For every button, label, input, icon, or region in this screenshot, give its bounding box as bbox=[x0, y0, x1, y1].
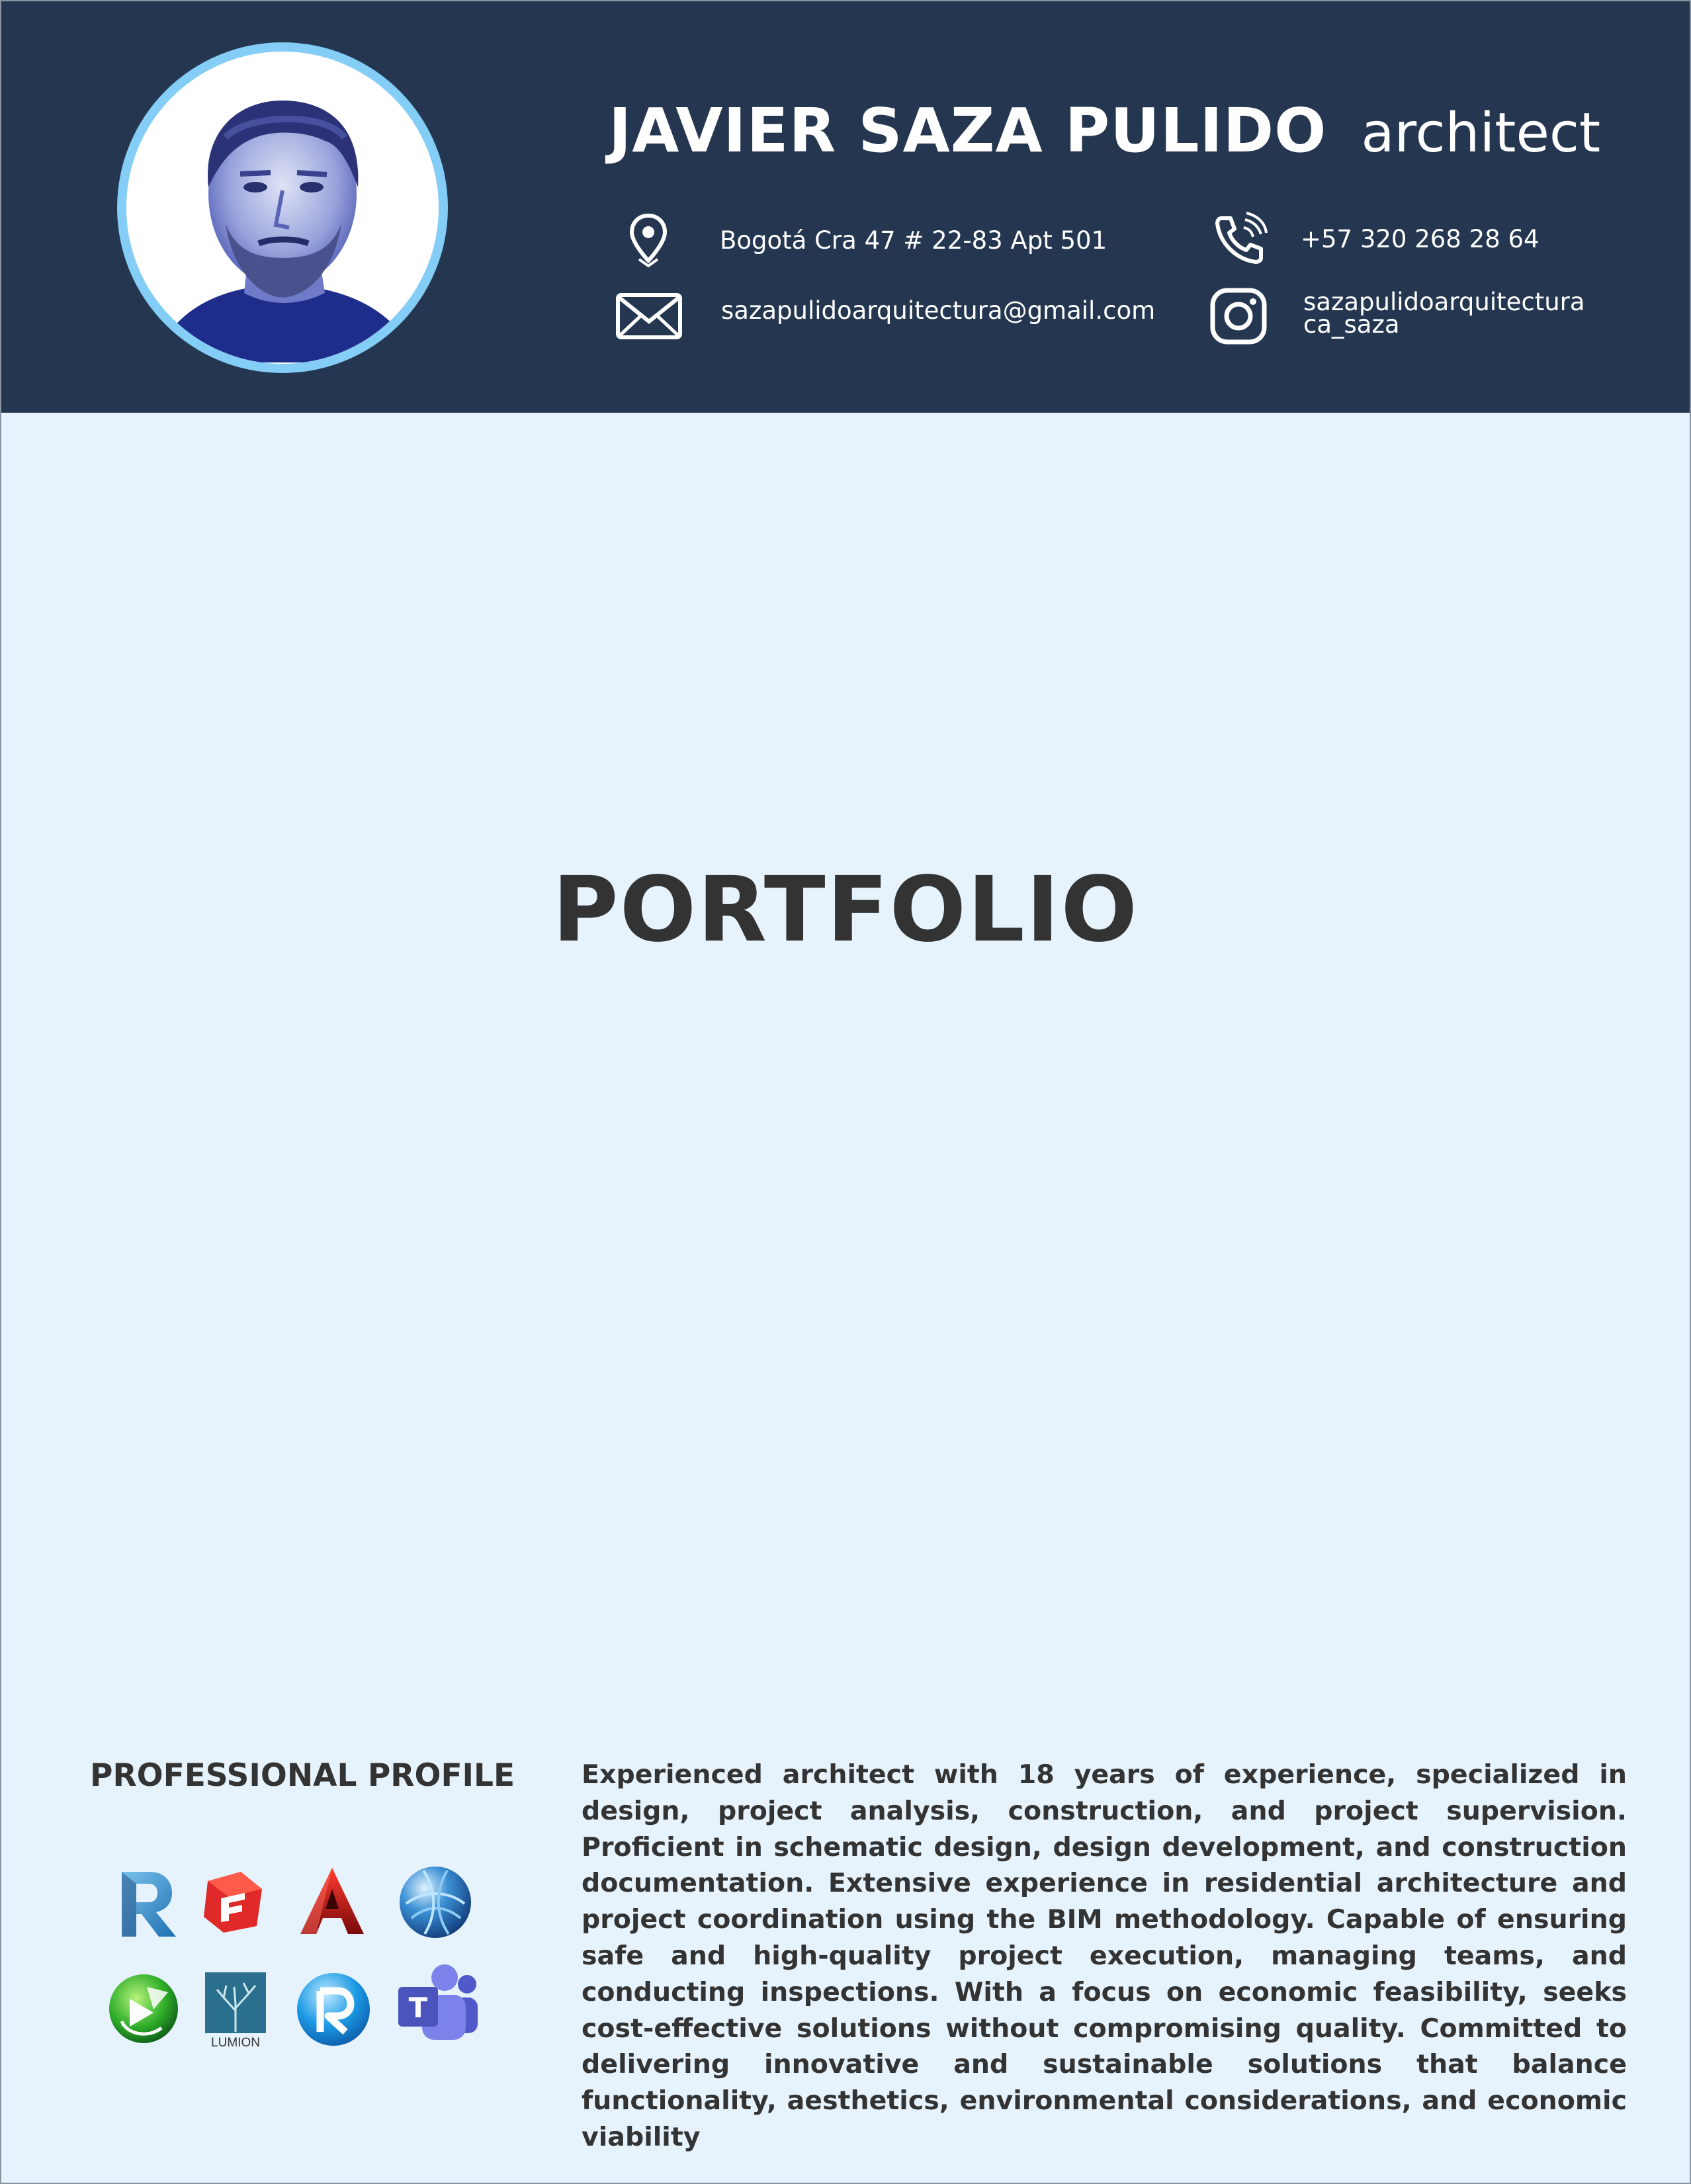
sketchup-icon bbox=[200, 1869, 266, 1935]
navisworks-icon bbox=[397, 1864, 474, 1941]
instagram-icon[interactable] bbox=[1209, 287, 1268, 349]
envelope-icon[interactable] bbox=[615, 292, 683, 343]
lumion-icon bbox=[204, 1971, 267, 2049]
portrait-photo bbox=[126, 52, 439, 364]
name-row bbox=[609, 95, 1600, 166]
profile-heading: PROFESSIONAL PROFILE bbox=[90, 1757, 515, 1794]
page-title: PORTFOLIO bbox=[552, 858, 1139, 962]
phone-text[interactable]: +57 320 268 28 64 bbox=[1301, 225, 1539, 253]
social-handles[interactable] bbox=[1303, 288, 1585, 339]
person-name: JAVIER SAZA PULIDO bbox=[609, 95, 1327, 166]
autocad-icon bbox=[298, 1865, 367, 1938]
address-text: Bogotá Cra 47 # 22-83 Apt 501 bbox=[720, 226, 1107, 255]
lumion-label: LUMION bbox=[211, 2036, 260, 2049]
social-handle-secondary[interactable]: ca_saza bbox=[1303, 310, 1400, 339]
phone-icon[interactable] bbox=[1212, 212, 1268, 271]
location-pin-icon bbox=[629, 213, 668, 272]
dwg-viewer-icon bbox=[107, 1972, 180, 2045]
profile-description: Experienced architect with 18 years of experience, specialized in design, project analysis, construction, and project supervision. Proficient in schematic design, design development, and construction documentation. Extensive experience in residential architecture and project coordination using the BIM methodology. Capable of ensuring safe and high-quality project execution, managing teams, and conducting inspections. With a focus on economic feasibility, seeks cost-effective solutions without compromising quality. Committed to delivering innovative and sustainable solutions that balance functionality, aesthetics, environmental considerations, and economic viability bbox=[582, 1759, 1627, 2152]
avatar bbox=[126, 52, 439, 364]
header-banner bbox=[1, 1, 1690, 413]
avatar-ring bbox=[117, 42, 448, 373]
email-text[interactable]: sazapulidoarquitectura@gmail.com bbox=[721, 296, 1156, 325]
social-handle-primary[interactable]: sazapulidoarquitectura bbox=[1303, 288, 1585, 316]
teams-icon bbox=[396, 1962, 480, 2044]
person-role: architect bbox=[1361, 102, 1601, 165]
teams-letter: T bbox=[408, 1992, 428, 2024]
revit-icon bbox=[115, 1868, 179, 1941]
recap-icon bbox=[295, 1971, 372, 2048]
